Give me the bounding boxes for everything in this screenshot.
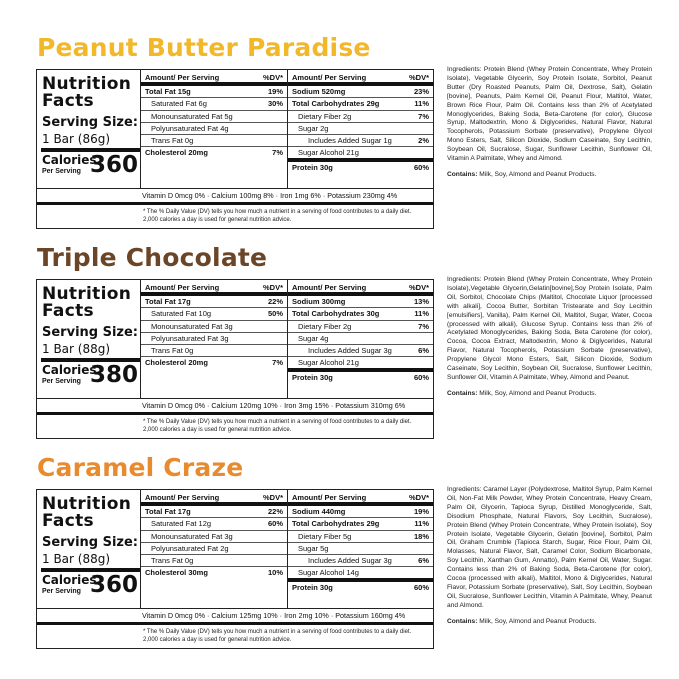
nutrient-row <box>288 123 433 135</box>
nutrient-daily-value: 60% <box>413 583 429 593</box>
contains-label: Contains: <box>447 389 478 397</box>
calories-row <box>42 572 140 602</box>
nutrient-daily-value: 7% <box>272 358 283 368</box>
daily-value-header: %DV* <box>262 493 283 502</box>
nutrient-daily-value: 30% <box>267 99 283 109</box>
nutrient-row <box>288 147 433 162</box>
nutrient-row <box>141 543 287 555</box>
nutrient-daily-value: 10% <box>267 568 283 578</box>
nutrient-row <box>141 345 287 357</box>
ingredients-block <box>447 276 652 399</box>
calories-value: 360 <box>89 152 138 178</box>
nutrient-label: Cholesterol 20mg <box>145 358 208 368</box>
nutrient-daily-value: 19% <box>267 87 283 96</box>
label-summary <box>37 280 140 398</box>
nutrient-label: Sugar 4g <box>298 333 329 343</box>
label-summary <box>37 490 140 608</box>
nutrient-row <box>288 518 433 530</box>
product-title: Triple Chocolate <box>37 243 268 272</box>
nutrient-label: Dietary Fiber 5g <box>298 531 352 541</box>
nutrient-row <box>288 86 433 98</box>
nutrient-label: Saturated Fat 6g <box>151 99 207 109</box>
nutrient-label: Polyunsaturated Fat 2g <box>151 543 229 553</box>
nutrient-label: Total Carbohydrates 30g <box>292 309 380 319</box>
nutrition-facts-heading: Nutrition Facts <box>42 494 132 531</box>
nutrient-daily-value: 11% <box>414 99 429 109</box>
serving-size-label: Serving Size: <box>42 115 139 130</box>
nutrient-row <box>141 296 287 308</box>
nutrient-rows <box>288 86 433 175</box>
per-serving-label: Per Serving <box>42 378 81 385</box>
nutrient-row <box>141 135 287 147</box>
daily-value-header: %DV* <box>262 73 283 82</box>
nutrient-row <box>141 86 287 98</box>
nutrient-daily-value: 19% <box>413 507 429 516</box>
nutrient-rows <box>141 86 287 160</box>
nutrient-daily-value: 2% <box>418 136 429 146</box>
calories-label: Calories <box>42 153 97 167</box>
nutrient-daily-value: 6% <box>418 346 429 356</box>
nutrient-daily-value: 7% <box>418 321 429 331</box>
nutrient-label: Total Fat 17g <box>145 297 191 306</box>
nutrient-row <box>288 98 433 110</box>
daily-value-footnote: * The % Daily Value (DV) tells you how much a nutrient in a serving of food contributes to a daily diet. 2,000 calories a day is used for general nutrition advice. <box>37 622 433 644</box>
nutrient-label: Includes Added Sugar 3g <box>308 346 392 356</box>
nutrient-rows <box>141 296 287 370</box>
amount-per-serving-label: Amount/ Per Serving <box>292 283 367 292</box>
per-serving-label: Per Serving <box>42 588 81 595</box>
serving-size-value: 1 Bar (86g) <box>42 132 111 146</box>
nutrient-label: Cholesterol 20mg <box>145 148 208 158</box>
nutrient-daily-value: 6% <box>418 556 429 566</box>
product-title: Caramel Craze <box>37 453 244 482</box>
contains-text: Milk, Soy, Almond and Peanut Products. <box>479 170 597 178</box>
nutrient-label: Total Carbohydrates 29g <box>292 99 380 109</box>
column-header <box>141 70 287 86</box>
nutrient-row <box>141 506 287 518</box>
nutrient-column-fats <box>140 280 287 398</box>
nutrient-column-fats <box>140 490 287 608</box>
contains-label: Contains: <box>447 617 478 625</box>
contains-label: Contains: <box>447 170 478 178</box>
daily-value-header: %DV* <box>262 283 283 292</box>
nutrient-label: Includes Added Sugar 1g <box>308 136 392 146</box>
nutrient-daily-value: 23% <box>413 87 429 96</box>
nutrient-label: Sodium 300mg <box>292 297 346 306</box>
ingredients-block <box>447 66 652 180</box>
nutrient-row <box>288 543 433 555</box>
vitamins-minerals-line: Vitamin D 0mcg 0% · Calcium 120mg 10% · Iron 3mg 15% · Potassium 310mg 6% <box>37 398 433 412</box>
nutrient-row <box>288 162 433 174</box>
product-title: Peanut Butter Paradise <box>37 33 371 62</box>
vitamins-minerals-line: Vitamin D 0mcg 0% · Calcium 125mg 10% · Iron 2mg 10% · Potassium 160mg 4% <box>37 608 433 622</box>
nutrient-label: Trans Fat 0g <box>151 346 194 356</box>
nutrient-label: Sodium 520mg <box>292 87 346 96</box>
product-section <box>0 33 679 229</box>
nutrient-row <box>288 372 433 384</box>
ingredients-text: Ingredients: Caramel Layer (Polydextrose, Maltitol Syrup, Palm Kernel Oil, Non-Fat Milk Powder, Whey Protein Concentrate, Heavy Cream, Palm Oil, Glycerin, Tapioca Syrup, Distilled Monoglyceride, Salt, Disodium Phosphate, Natural Flavors, Soy Lecithin, Sucralose), Protein Blend (Whey Protein Concentrate, Whey Protein Isolate), Soy Protein Isolate, Vegetable Glycerin, Gelatin [bovine], Sorbitol, Palm Oil, Graham Crumble (Tapioca Starch, Sugar, Rice Flour, Palm Oil, Molasses, Natural Flavor, Salt, Caramel Color, Sodium Bicarbonate, Soy Lecithin, Xanthan Gum, Annatto), Palm Kernel Oil, Water, Sugar. Contains less than 2% of Baking Soda, Beta-Carotene (for color), Cocoa (processed with alkali), Maltitol, Mono & Diglycerides, Natural Flavor, Potassium Sorbate (preservative), Salt, Soy Lecithin, Soybean Oil, Sucralose, Sunflower Lecithin, Vitamin A Palmitate, Whey, Peanut and Almond. <box>447 486 652 609</box>
nutrient-row <box>288 296 433 308</box>
nutrient-label: Total Fat 17g <box>145 507 191 516</box>
daily-value-header: %DV* <box>408 73 429 82</box>
nutrient-label: Monounsaturated Fat 3g <box>151 321 233 331</box>
nutrient-row <box>141 321 287 333</box>
daily-value-header: %DV* <box>408 493 429 502</box>
calories-value: 380 <box>89 362 138 388</box>
column-header <box>288 70 433 86</box>
per-serving-label: Per Serving <box>42 168 81 175</box>
column-header <box>288 280 433 296</box>
nutrient-daily-value: 7% <box>418 111 429 121</box>
serving-size-value: 1 Bar (88g) <box>42 342 111 356</box>
nutrient-label: Sugar Alcohol 21g <box>298 148 359 158</box>
nutrient-daily-value: 18% <box>413 531 429 541</box>
nutrition-facts-heading: Nutrition Facts <box>42 74 132 111</box>
nutrient-label: Cholesterol 30mg <box>145 568 208 578</box>
nutrient-row <box>288 357 433 372</box>
contains-text: Milk, Soy, Almond and Peanut Products. <box>479 617 597 625</box>
contains-text: Milk, Soy, Almond and Peanut Products. <box>479 389 597 397</box>
nutrient-row <box>288 135 433 147</box>
nutrient-label: Protein 30g <box>292 373 333 383</box>
nutrient-daily-value: 22% <box>267 297 283 306</box>
nutrient-daily-value: 22% <box>267 507 283 516</box>
calories-label: Calories <box>42 363 97 377</box>
serving-size-label: Serving Size: <box>42 535 139 550</box>
amount-per-serving-label: Amount/ Per Serving <box>145 283 220 292</box>
daily-value-footnote: * The % Daily Value (DV) tells you how much a nutrient in a serving of food contributes to a daily diet. 2,000 calories a day is used for general nutrition advice. <box>37 202 433 224</box>
nutrient-label: Sugar 5g <box>298 543 329 553</box>
nutrient-label: Trans Fat 0g <box>151 556 194 566</box>
nutrition-facts-heading: Nutrition Facts <box>42 284 132 321</box>
nutrient-column-carbs <box>287 490 433 608</box>
nutrient-label: Sugar Alcohol 14g <box>298 568 359 578</box>
allergen-statement <box>447 618 652 627</box>
nutrient-label: Monounsaturated Fat 3g <box>151 531 233 541</box>
calories-row <box>42 362 140 392</box>
nutrient-row <box>288 506 433 518</box>
column-header <box>141 490 287 506</box>
ingredients-text: Ingredients: Protein Blend (Whey Protein Concentrate, Whey Protein Isolate),Vegetable Glycerin,Gelatin[bovine],Soy Protein Isolate, Palm Oil, Sorbitol, Chocolate Chips (Maltitol, Chocolate Liquor [processed with alkali], Cocoa Butter, Sorbitan Tristearate and Soy Lecithin [emulsifiers], Vanilla), Palm Kernel Oil, Maltitol, Sugar, Water, Cocoa (processed with alkali), Glucose Syrup. Contains less than 2% of Acetylated Monoglycerides, Baking Soda, Beta Carotene (for color), Cocoa, Cocoa Extract, Maltodextrin, Mono & Diglycerides, Natural Flavor, Natural Tocopherols, Potassium Sorbate (preservative), Propylene Glycol Mono Esters, Salt, Silicon Dioxide, Sodium Caseinate, Soy Lecithin, Soybean Oil, Sucralose, Sunflower Lecithin, Sunflower Oil, Vitamin A Palmitate, Whey, Almond and Peanut. <box>447 276 652 381</box>
nutrient-row <box>288 555 433 567</box>
nutrient-row <box>288 582 433 594</box>
nutrient-label: Sodium 440mg <box>292 507 346 516</box>
nutrient-label: Protein 30g <box>292 583 333 593</box>
daily-value-header: %DV* <box>408 283 429 292</box>
nutrient-daily-value: 11% <box>414 309 429 319</box>
nutrient-row <box>141 147 287 159</box>
column-header <box>288 490 433 506</box>
nutrient-row <box>288 345 433 357</box>
label-summary <box>37 70 140 188</box>
nutrient-column-carbs <box>287 70 433 188</box>
nutrient-label: Dietary Fiber 2g <box>298 111 352 121</box>
nutrient-label: Total Carbohydrates 29g <box>292 519 380 529</box>
calories-value: 360 <box>89 572 138 598</box>
nutrition-facts-label <box>36 69 434 229</box>
serving-size-label: Serving Size: <box>42 325 139 340</box>
nutrient-rows <box>288 506 433 595</box>
amount-per-serving-label: Amount/ Per Serving <box>145 73 220 82</box>
nutrient-row <box>141 308 287 320</box>
nutrient-row <box>141 567 287 579</box>
nutrient-label: Polyunsaturated Fat 3g <box>151 333 229 343</box>
nutrient-daily-value: 60% <box>267 519 283 529</box>
nutrient-label: Polyunsaturated Fat 4g <box>151 123 229 133</box>
nutrient-row <box>141 333 287 345</box>
nutrient-label: Dietary Fiber 2g <box>298 321 352 331</box>
nutrient-row <box>141 357 287 369</box>
nutrient-row <box>141 531 287 543</box>
ingredients-block <box>447 486 652 627</box>
nutrient-label: Includes Added Sugar 3g <box>308 556 392 566</box>
nutrient-label: Monounsaturated Fat 5g <box>151 111 233 121</box>
nutrient-row <box>288 321 433 333</box>
serving-size-value: 1 Bar (88g) <box>42 552 111 566</box>
nutrient-daily-value: 11% <box>414 519 429 529</box>
nutrient-daily-value: 7% <box>272 148 283 158</box>
ingredients-text: Ingredients: Protein Blend (Whey Protein Concentrate, Whey Protein Isolate), Vegetable Glycerin, Soy Protein Isolate, Sorbitol, Peanut Butter (Dry Roasted Peanuts, Palm Oil, Dextrose, Salt), Gelatin [bovine], Peanuts, Palm Kernel Oil, Peanut Flour, Maltitol, Water, Brown Rice Flour, Palm Oil. Contains less than 2% of Acetylated Monoglycerides, Baking Soda, Beta-Carotene (for color), Glucose Syrup, Maltodextrin, Mono & Diglycerides, Natural Flavor, Natural Tocopherols, Potassium Sorbate (preservative), Propylene Glycol Mono Esters, Salt, Silicon Dioxide, Sodium Caseinate, Soy Lecithin, Soybean Oil, Sucralose, Sugar, Sunflower Lecithin, Sunflower Oil, Vitamin A Palmitate, Whey and Almond. <box>447 66 652 163</box>
nutrient-daily-value: 50% <box>267 309 283 319</box>
nutrient-row <box>288 531 433 543</box>
calories-row <box>42 152 140 182</box>
column-header <box>141 280 287 296</box>
nutrient-label: Sugar 2g <box>298 123 329 133</box>
allergen-statement <box>447 171 652 180</box>
nutrient-rows <box>141 506 287 580</box>
product-section <box>0 453 679 649</box>
nutrient-daily-value: 60% <box>413 163 429 173</box>
nutrition-facts-label <box>36 489 434 649</box>
nutrient-label: Protein 30g <box>292 163 333 173</box>
amount-per-serving-label: Amount/ Per Serving <box>292 493 367 502</box>
nutrient-label: Saturated Fat 10g <box>151 309 212 319</box>
allergen-statement <box>447 390 652 399</box>
amount-per-serving-label: Amount/ Per Serving <box>292 73 367 82</box>
nutrient-row <box>288 111 433 123</box>
vitamins-minerals-line: Vitamin D 0mcg 0% · Calcium 100mg 8% · Iron 1mg 6% · Potassium 230mg 4% <box>37 188 433 202</box>
nutrient-row <box>141 98 287 110</box>
daily-value-footnote: * The % Daily Value (DV) tells you how much a nutrient in a serving of food contributes to a daily diet. 2,000 calories a day is used for general nutrition advice. <box>37 412 433 434</box>
nutrient-row <box>288 333 433 345</box>
nutrient-rows <box>288 296 433 385</box>
nutrient-daily-value: 13% <box>413 297 429 306</box>
nutrient-column-carbs <box>287 280 433 398</box>
nutrient-row <box>288 308 433 320</box>
calories-label: Calories <box>42 573 97 587</box>
nutrient-daily-value: 60% <box>413 373 429 383</box>
nutrient-row <box>141 111 287 123</box>
product-section <box>0 243 679 439</box>
nutrient-row <box>141 123 287 135</box>
nutrient-label: Saturated Fat 12g <box>151 519 212 529</box>
nutrient-label: Sugar Alcohol 21g <box>298 358 359 368</box>
nutrient-label: Total Fat 15g <box>145 87 191 96</box>
nutrition-facts-label <box>36 279 434 439</box>
nutrient-label: Trans Fat 0g <box>151 136 194 146</box>
nutrient-row <box>288 567 433 582</box>
amount-per-serving-label: Amount/ Per Serving <box>145 493 220 502</box>
nutrient-column-fats <box>140 70 287 188</box>
nutrient-row <box>141 518 287 530</box>
nutrient-row <box>141 555 287 567</box>
